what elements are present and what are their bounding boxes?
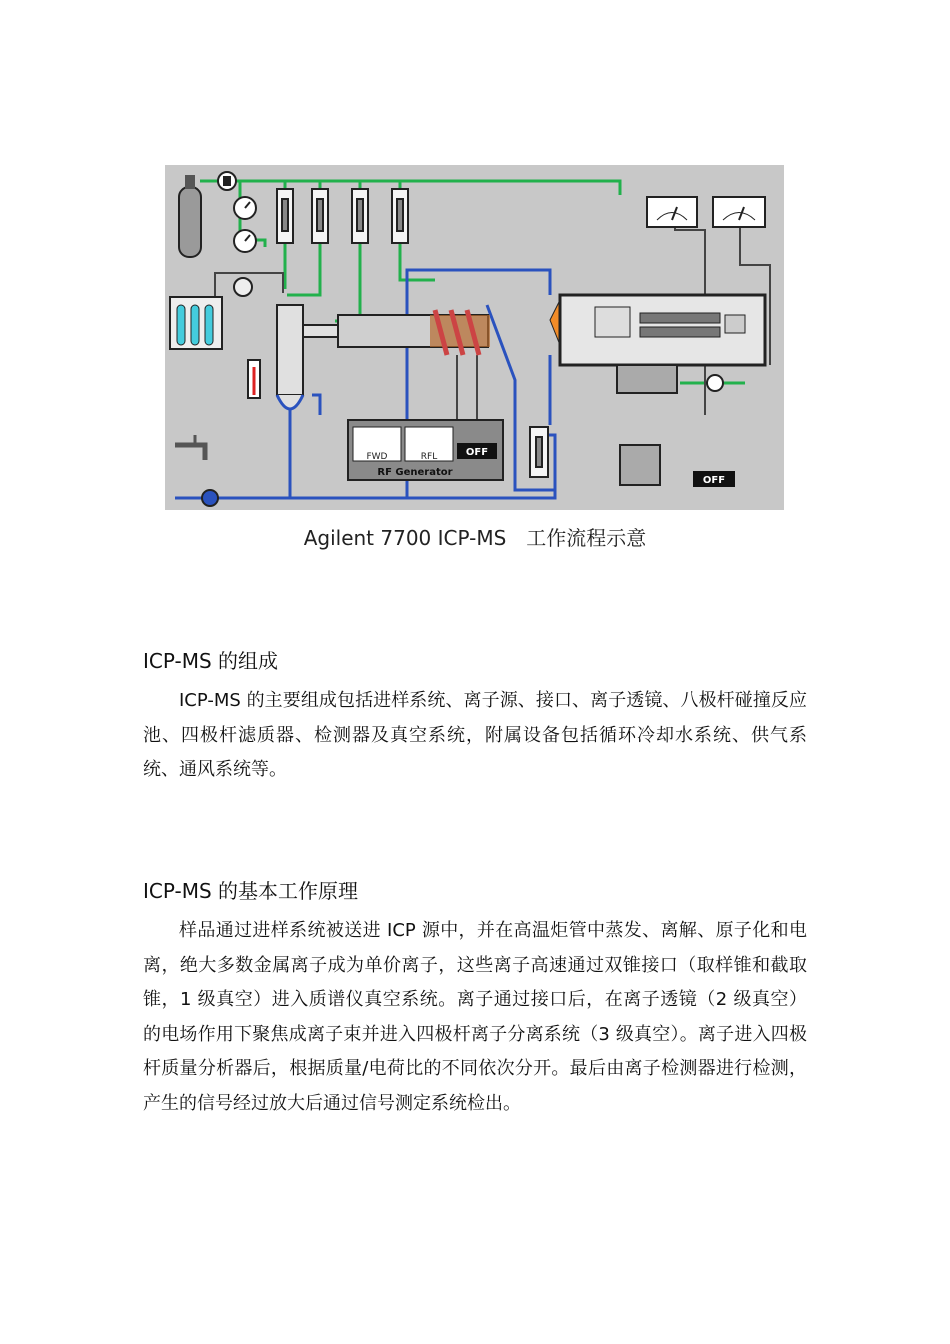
- rf-generator-title: RF Generator: [377, 467, 453, 478]
- workflow-schematic: [165, 165, 784, 510]
- section-heading-principle: ICP-MS 的基本工作原理: [143, 879, 359, 903]
- thermometer-icon: [248, 360, 260, 398]
- figure-caption: Agilent 7700 ICP-MS 工作流程示意: [303, 526, 647, 550]
- paragraph-principle: 样品通过进样系统被送进 ICP 源中，并在高温炬管中蒸发、离解、原子化和电离，绝大多数金属离子成为单价离子，这些离子高速通过双锥接口（取样锥和截取锥，1 级真空）进入质谱仪真空系统。离子通过接口后，在离子透镜（2 级真空）的电场作用下聚焦成离子束并进入四极杆离子分离系统（3 级真空）。离子进入四极杆质量分析器后，根据质量/电荷比的不同依次分开。最后由离子检测器进行检测，产生的信号经过放大后通过信号测定系统检出。: [143, 920, 807, 1114]
- rfl-meter-label: RFL: [420, 452, 438, 462]
- paragraph-composition: ICP-MS 的主要组成包括进样系统、离子源、接口、离子透镜、八极杆碰撞反应池、四极杆滤质器、检测器及真空系统，附属设备包括循环冷却水系统、供气系统、通风系统等。: [143, 690, 807, 780]
- pump-off-label: OFF: [702, 475, 726, 486]
- section-heading-composition: ICP-MS 的组成: [143, 649, 279, 673]
- rf-off-label: OFF: [465, 447, 489, 458]
- peristaltic-pump-icon: [234, 278, 252, 296]
- icp-ms-workflow-diagram: [165, 165, 784, 510]
- sample-tubes-icon: [170, 297, 222, 349]
- fwd-meter-label: FWD: [366, 452, 388, 462]
- rf-generator-panel: [348, 420, 503, 480]
